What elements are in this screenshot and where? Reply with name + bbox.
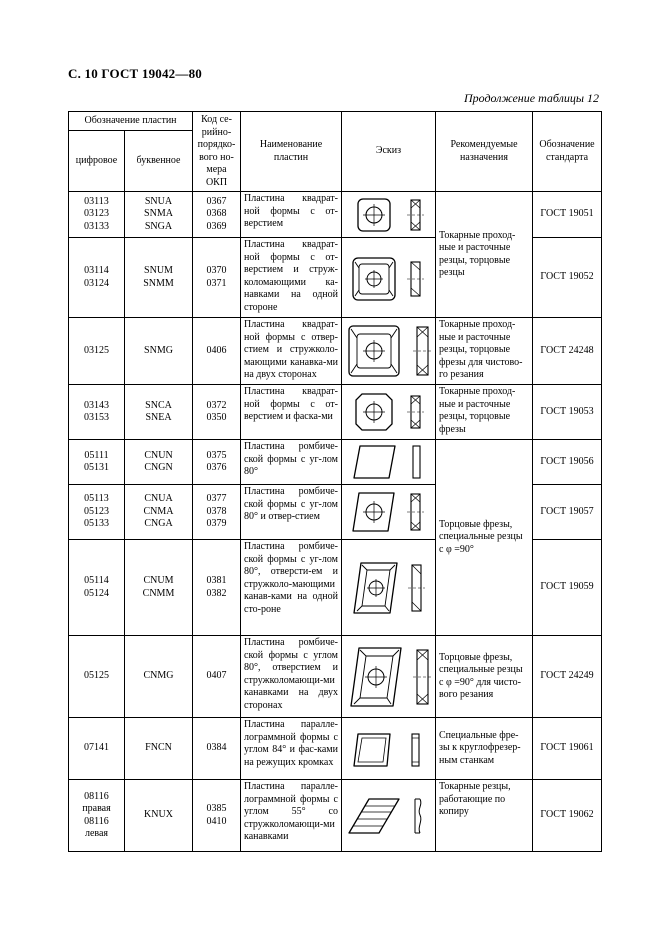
standard-cell: ГОСТ 19059 [533, 540, 602, 636]
okp-cell: 0375 0376 [193, 440, 241, 485]
sketch-cell [342, 192, 436, 238]
sketch-cell [342, 318, 436, 385]
rhombic-80-chipbreaker-two-sides-sketch-icon [345, 642, 433, 712]
table-row [69, 636, 602, 718]
okp-cell: 0370 0371 [193, 238, 241, 318]
digital-cell: 05125 [69, 636, 125, 718]
okp-cell: 0367 0368 0369 [193, 192, 241, 238]
okp-code-header: Код се-рийно-порядко-вого но-мера ОКП [193, 112, 241, 192]
standard-cell: ГОСТ 19053 [533, 385, 602, 440]
table-continuation-caption: Продолжение таблицы 12 [463, 91, 599, 105]
letter-cell: SNCA SNEA [125, 385, 193, 440]
name-cell: Пластина ромбиче-ской формы с уг-лом 80° [241, 440, 342, 485]
square-chipbreaker-two-sides-sketch-icon [345, 323, 433, 379]
name-cell: Пластина паралле-лограммной формы с углом 55° со стружколомающи-ми канавками [241, 780, 342, 852]
sketch-cell [342, 540, 436, 636]
okp-cell: 0384 [193, 718, 241, 780]
application-cell: Специальные фре-зы к круглофрезер-ным станкам [436, 718, 533, 780]
letter-cell: SNUM SNMM [125, 238, 193, 318]
letter-cell: SNUA SNMA SNGA [125, 192, 193, 238]
digital-cell: 03113 03123 03133 [69, 192, 125, 238]
digital-cell: 03143 03153 [69, 385, 125, 440]
standard-cell: ГОСТ 24249 [533, 636, 602, 718]
page-title: С. 10 ГОСТ 19042—80 [68, 66, 202, 81]
digital-cell: 03125 [69, 318, 125, 385]
name-cell: Пластина квадрат-ной формы с от-верстием и струж-коломающими ка-навками на одной стороне [241, 238, 342, 318]
sketch-cell [342, 440, 436, 485]
standard-cell: ГОСТ 19056 [533, 440, 602, 485]
sketch-cell [342, 238, 436, 318]
sketch-header: Эскиз [342, 112, 436, 192]
rhombic-80-sketch-icon [345, 442, 433, 482]
name-cell: Пластина квадрат-ной формы с отвер-стием и стружколо-мающими канавка-ми на двух сторонах [241, 318, 342, 385]
letter-header: буквенное [125, 131, 193, 192]
sketch-cell [342, 636, 436, 718]
designation-group-header: Обозначение пластин [69, 112, 193, 131]
application-header: Рекомендуемые назначения [436, 112, 533, 192]
rhombic-80-hole-sketch-icon [345, 489, 433, 535]
letter-cell: CNMG [125, 636, 193, 718]
table-row [69, 318, 602, 385]
name-cell: Пластина ромбиче-ской формы с уг-лом 80° и отвер-стием [241, 485, 342, 540]
square-chipbreaker-one-side-sketch-icon [345, 248, 433, 308]
standard-cell: ГОСТ 19062 [533, 780, 602, 852]
application-cell: Токарные проход-ные и расточные резцы, торцовые фрезы [436, 385, 533, 440]
digital-cell: 05113 05123 05133 [69, 485, 125, 540]
okp-cell: 0372 0350 [193, 385, 241, 440]
okp-cell: 0407 [193, 636, 241, 718]
square-hole-insert-sketch-icon [345, 197, 433, 233]
okp-cell: 0381 0382 [193, 540, 241, 636]
standard-cell: ГОСТ 24248 [533, 318, 602, 385]
application-cell: Токарные проход-ные и расточные резцы, торцовые фрезы для чистово-го резания [436, 318, 533, 385]
application-cell: Токарные проход-ные и расточные резцы, торцовые резцы [436, 192, 533, 318]
table-row [69, 780, 602, 852]
sketch-cell [342, 485, 436, 540]
okp-cell: 0377 0378 0379 [193, 485, 241, 540]
parallelogram-55-sketch-icon [345, 787, 433, 845]
digital-header: цифровое [69, 131, 125, 192]
standard-cell: ГОСТ 19061 [533, 718, 602, 780]
sketch-cell [342, 718, 436, 780]
letter-cell: KNUX [125, 780, 193, 852]
digital-cell: 03114 03124 [69, 238, 125, 318]
table-row [69, 440, 602, 485]
digital-cell: 05111 05131 [69, 440, 125, 485]
digital-cell: 05114 05124 [69, 540, 125, 636]
application-cell: Торцовые фрезы, специальные резцы с φ =90° для чисто-вого резания [436, 636, 533, 718]
square-chamfered-sketch-icon [345, 390, 433, 434]
rhombic-80-chipbreaker-sketch-icon [345, 555, 433, 621]
name-cell: Пластина квадрат-ной формы с от-верстием и фаска-ми [241, 385, 342, 440]
okp-cell: 0385 0410 [193, 780, 241, 852]
application-cell: Торцовые фрезы, специальные резцы с φ =90° [436, 440, 533, 636]
application-cell: Токарные резцы, работающие по копиру [436, 780, 533, 852]
standard-cell: ГОСТ 19052 [533, 238, 602, 318]
letter-cell: FNCN [125, 718, 193, 780]
name-cell: Пластина паралле-лограммной формы с углом 84° и фас-ками на режущих кромках [241, 718, 342, 780]
standard-cell: ГОСТ 19057 [533, 485, 602, 540]
table-row [69, 192, 602, 238]
digital-cell: 07141 [69, 718, 125, 780]
letter-cell: CNUA CNMA CNGA [125, 485, 193, 540]
inserts-table [68, 111, 602, 852]
name-cell: Пластина ромбиче-ской формы с уг-лом 80°, отверсти-ем и стружколо-мающими канав-ками на одной сто-роне [241, 540, 342, 636]
parallelogram-84-sketch-icon [345, 724, 433, 774]
name-header: Наименование пластин [241, 112, 342, 192]
standard-header: Обозначение стандарта [533, 112, 602, 192]
letter-cell: CNUM CNMM [125, 540, 193, 636]
table-row [69, 718, 602, 780]
letter-cell: CNUN CNGN [125, 440, 193, 485]
okp-cell: 0406 [193, 318, 241, 385]
table-row [69, 385, 602, 440]
sketch-cell [342, 385, 436, 440]
standard-cell: ГОСТ 19051 [533, 192, 602, 238]
sketch-cell [342, 780, 436, 852]
letter-cell: SNMG [125, 318, 193, 385]
name-cell: Пластина квадрат-ной формы с от-верстием [241, 192, 342, 238]
digital-cell: 08116 правая 08116 левая [69, 780, 125, 852]
name-cell: Пластина ромбиче-ской формы с углом 80°, отверстием и стружколомающи-ми канавками на двух сторонах [241, 636, 342, 718]
